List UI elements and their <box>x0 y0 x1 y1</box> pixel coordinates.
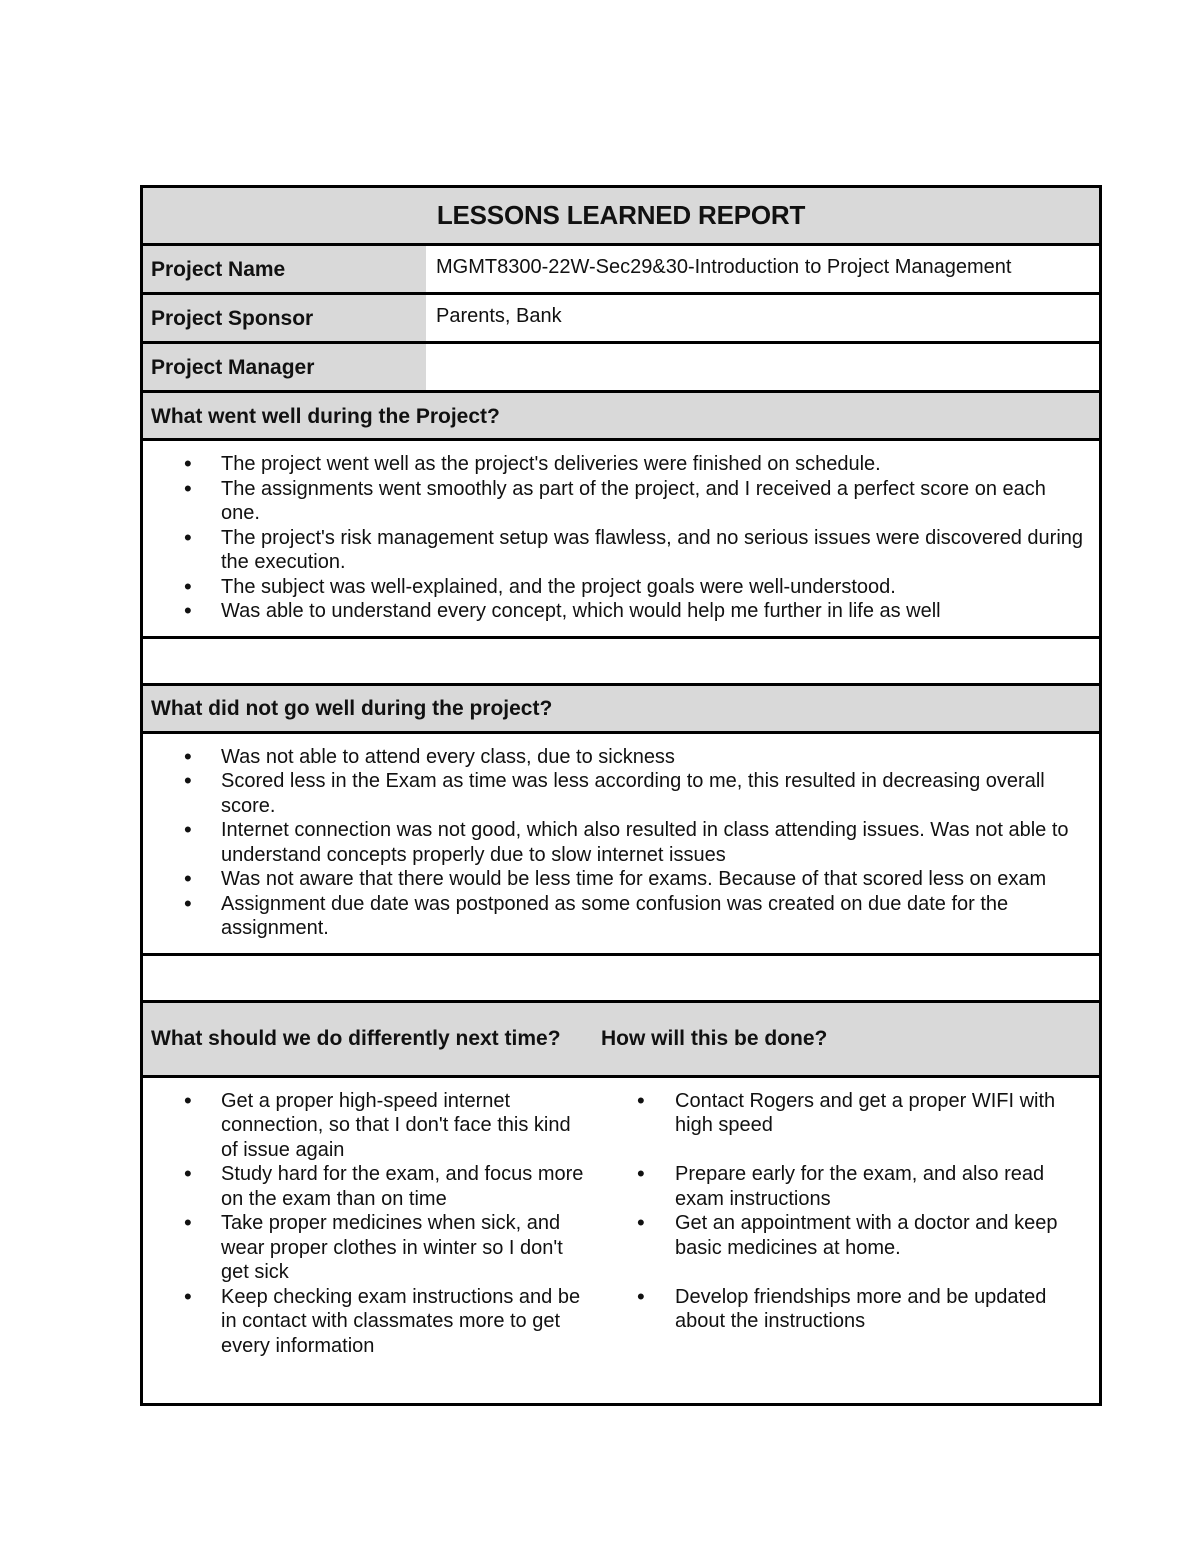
list-item: • Prepare early for the exam, and also read exam instructions <box>595 1162 1087 1211</box>
report-title: LESSONS LEARNED REPORT <box>143 188 1099 246</box>
not-well-list <box>143 745 1085 941</box>
list-item: • Contact Rogers and get a proper WIFI with high speed <box>595 1089 1087 1138</box>
differently-header-row <box>143 1003 1099 1078</box>
list-item: • Get a proper high-speed internet connection, so that I don't face this kind of issue again <box>143 1089 585 1163</box>
list-item: • Internet connection was not good, which also resulted in class attending issues. Was not able to understand concepts properly due to slow internet issues <box>143 818 1085 867</box>
how-done-list <box>595 1089 1087 1334</box>
list-item: • The project's risk management setup was flawless, and no serious issues were discovered during the execution. <box>143 526 1085 575</box>
project-manager-value <box>426 344 1099 390</box>
differently-body <box>143 1078 1099 1404</box>
list-item: • Assignment due date was postponed as some confusion was created on due date for the assignment. <box>143 892 1085 941</box>
list-item: • Scored less in the Exam as time was less according to me, this resulted in decreasing overall score. <box>143 769 1085 818</box>
blank-row <box>143 956 1099 1003</box>
lessons-learned-report <box>140 185 1102 1406</box>
not-well-body <box>143 734 1099 956</box>
list-item: • Was not aware that there would be less time for exams. Because of that scored less on exam <box>143 867 1085 892</box>
project-name-label: Project Name <box>143 246 426 292</box>
blank-row <box>143 639 1099 686</box>
list-item: • Keep checking exam instructions and be in contact with classmates more to get every information <box>143 1285 585 1359</box>
list-item: • Get an appointment with a doctor and keep basic medicines at home. <box>595 1211 1087 1260</box>
project-manager-label: Project Manager <box>143 344 426 390</box>
project-name-value: MGMT8300-22W-Sec29&30-Introduction to Project Management <box>436 255 1012 278</box>
went-well-body <box>143 441 1099 639</box>
project-name-row <box>143 246 1099 295</box>
differently-list <box>143 1089 585 1359</box>
list-item: • Develop friendships more and be updated about the instructions <box>595 1285 1087 1334</box>
not-well-heading: What did not go well during the project? <box>143 686 1099 734</box>
list-item: • The assignments went smoothly as part of the project, and I received a perfect score on each one. <box>143 477 1085 526</box>
list-item: • Was not able to attend every class, due to sickness <box>143 745 1085 770</box>
list-item: • The subject was well-explained, and the project goals were well-understood. <box>143 575 1085 600</box>
went-well-heading: What went well during the Project? <box>143 393 1099 441</box>
went-well-list <box>143 452 1085 624</box>
differently-heading: What should we do differently next time? <box>151 1026 561 1050</box>
project-sponsor-value: Parents, Bank <box>436 304 562 327</box>
list-item: • Was able to understand every concept, which would help me further in life as well <box>143 599 1085 624</box>
list-item: • Take proper medicines when sick, and wear proper clothes in winter so I don't get sick <box>143 1211 585 1285</box>
how-done-column <box>595 1089 1099 1404</box>
project-sponsor-label: Project Sponsor <box>143 295 426 341</box>
list-item: • The project went well as the project's deliveries were finished on schedule. <box>143 452 1085 477</box>
differently-column <box>143 1089 595 1404</box>
project-manager-row <box>143 344 1099 393</box>
project-sponsor-row <box>143 295 1099 344</box>
how-done-heading: How will this be done? <box>601 1026 828 1050</box>
list-item: • Study hard for the exam, and focus more on the exam than on time <box>143 1162 585 1211</box>
